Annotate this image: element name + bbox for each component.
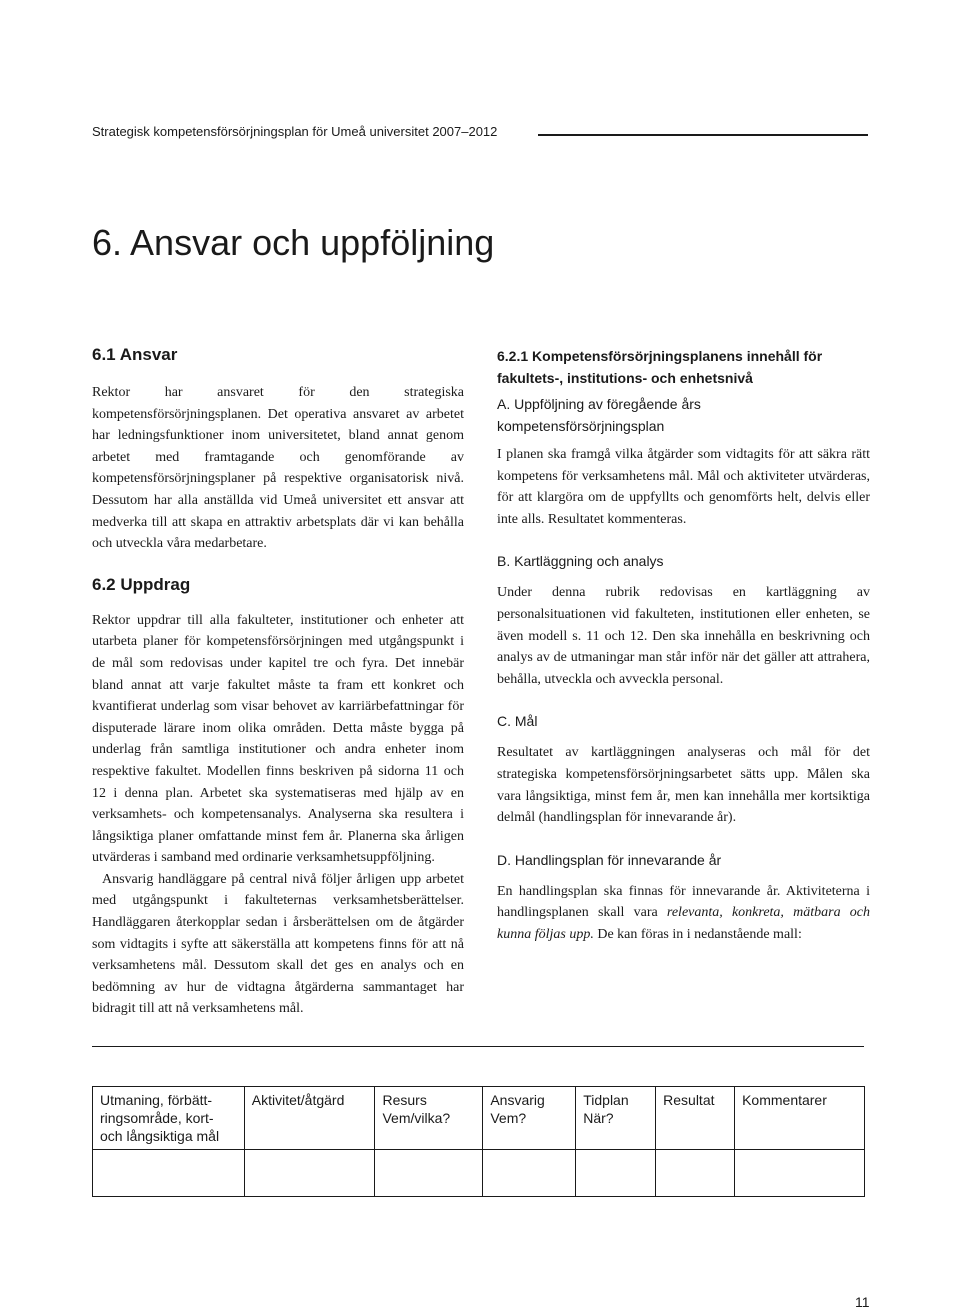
column-header-challenge: Utmaning, förbätt- ringsområde, kort- och långsiktiga mål: [93, 1087, 245, 1150]
left-column: [92, 345, 464, 1020]
part-d-emphasis: relevanta, konkreta, mätbara och kunna följas upp.: [497, 905, 870, 942]
subsection-heading: 6.2.1 Kompetensförsörjningsplanens innehåll för fakultets-, institutions- och enhetsnivå: [497, 348, 823, 386]
table-cell: [375, 1150, 483, 1197]
part-a-paragraph: I planen ska framgå vilka åtgärder som vidtagits för att säkra rätt kompetens för verksamhetens mål. Mål och aktiviteter utvärderas, för att klargöra om de uppfyllts och genomförts helt, delvis eller inte alls. Resultatet kommenteras.: [497, 447, 870, 527]
table-cell: [93, 1150, 245, 1197]
uppdrag-paragraph-1: Rektor uppdrar till alla fakulteter, institutioner och enheter att utarbeta planer för kompetensförsörjningen med utgångspunkt i de mål som redovisas under kapitel tre och fyra. Det innebär bland annat att varje fakultet måste ta fram ett konkret och kvantifierat underlag som visar behovet av karriärbefattningar för disputerade lärare inom olika områden. Detta måste bygga på underlag från samtliga institutioner och andra enheter inom respektive fakultet. Modellen finns beskriven på sidorna 11 och 12 i denna plan. Arbetet ska systematiseras med hjälp av en verksamhets- och kompetensanalys. Analyserna ska resultera i långsiktiga planer omfattande minst fem år. Planerna ska årligen utvärderas i samband med ordinarie verksamhetsuppföljning.: [92, 612, 464, 866]
table-header-row: [93, 1087, 865, 1150]
action-plan-template-table: [92, 1086, 865, 1197]
column-header-resource: Resurs Vem/vilka?: [375, 1087, 483, 1150]
chapter-title: 6. Ansvar och uppföljning: [92, 222, 495, 263]
part-d-text-end: De kan föras in i nedanstående mall:: [593, 926, 802, 942]
header-rule: [538, 134, 868, 136]
part-b-paragraph: Under denna rubrik redovisas en kartläggning av personalsituationen vid fakulteten, institutionen eller enheten, se även modell s. 11 och 12. Den ska innehålla en beskrivning och analys av de utmaningar man står inför när det gäller att attrahera, behålla, utveckla och avveckla personal.: [497, 585, 870, 687]
table-cell: [735, 1150, 865, 1197]
column-header-timeline: Tidplan När?: [576, 1087, 656, 1150]
page-number: 11: [855, 1294, 870, 1310]
table-cell: [576, 1150, 656, 1197]
column-header-comments: Kommentarer: [735, 1087, 865, 1150]
section-divider: [92, 1046, 864, 1047]
part-b-heading: B. Kartläggning och analys: [497, 553, 664, 570]
part-c-heading: C. Mål: [497, 713, 538, 730]
column-header-responsible: Ansvarig Vem?: [483, 1087, 576, 1150]
table-cell: [244, 1150, 375, 1197]
table-row: [93, 1150, 865, 1197]
part-d-heading: D. Handlingsplan för innevarande år: [497, 851, 722, 868]
part-d-paragraph: [497, 881, 870, 946]
part-c-paragraph: Resultatet av kartläggningen analyseras och mål för det strategiska kompetensförsörjningsarbetet sätts upp. Målen ska vara långsiktiga, minst fem år, men kan innehålla mer kortsiktiga delmål (handlingsplan för innevarande år).: [497, 745, 870, 826]
column-header-result: Resultat: [656, 1087, 735, 1150]
part-a-heading: A. Uppföljning av föregående års kompetensförsörjningsplan: [497, 396, 701, 434]
section-heading-ansvar: 6.1 Ansvar: [92, 345, 178, 364]
section-heading-uppdrag: 6.2 Uppdrag: [92, 574, 191, 594]
running-header: Strategisk kompetensförsörjningsplan för Umeå universitet 2007–2012: [92, 124, 498, 139]
table-cell: [483, 1150, 576, 1197]
table-cell: [656, 1150, 735, 1197]
uppdrag-paragraph-2: Ansvarig handläggare på central nivå följer årligen upp arbetet med utgångspunkt i fakulteternas verksamhetsberättelser. Handläggaren återkopplar sedan i årsberättelsen om de åtgärder som vidtagits i syfte att säkerställa att kompetens finns för att nå verksamhetens mål. Dessutom skall det ges en analys och en bedömning av hur de vidtagna åtgärderna sammantaget har bidragit till att nå verksamhetens mål.: [92, 871, 464, 1017]
right-column: [497, 345, 870, 946]
column-header-activity: Aktivitet/åtgärd: [244, 1087, 375, 1150]
part-d-text-start: En handlingsplan ska finnas för innevarande år. Aktiviteterna i handlingsplanen skall vara: [497, 883, 870, 921]
ansvar-paragraph: Rektor har ansvaret för den strategiska kompetensförsörjningsplanen. Det operativa ansvaret av arbetet har ledningsfunktioner inom universitetet, bland annat genom arbetet med framtagande och genomförande av kompetensförsörjningsplaner på respektive organisatorisk nivå. Dessutom har alla anställda vid Umeå universitet ett ansvar att medverka till att skapa en attraktiv arbetsplats där vi kan behålla och utveckla våra medarbetare.: [92, 385, 464, 552]
